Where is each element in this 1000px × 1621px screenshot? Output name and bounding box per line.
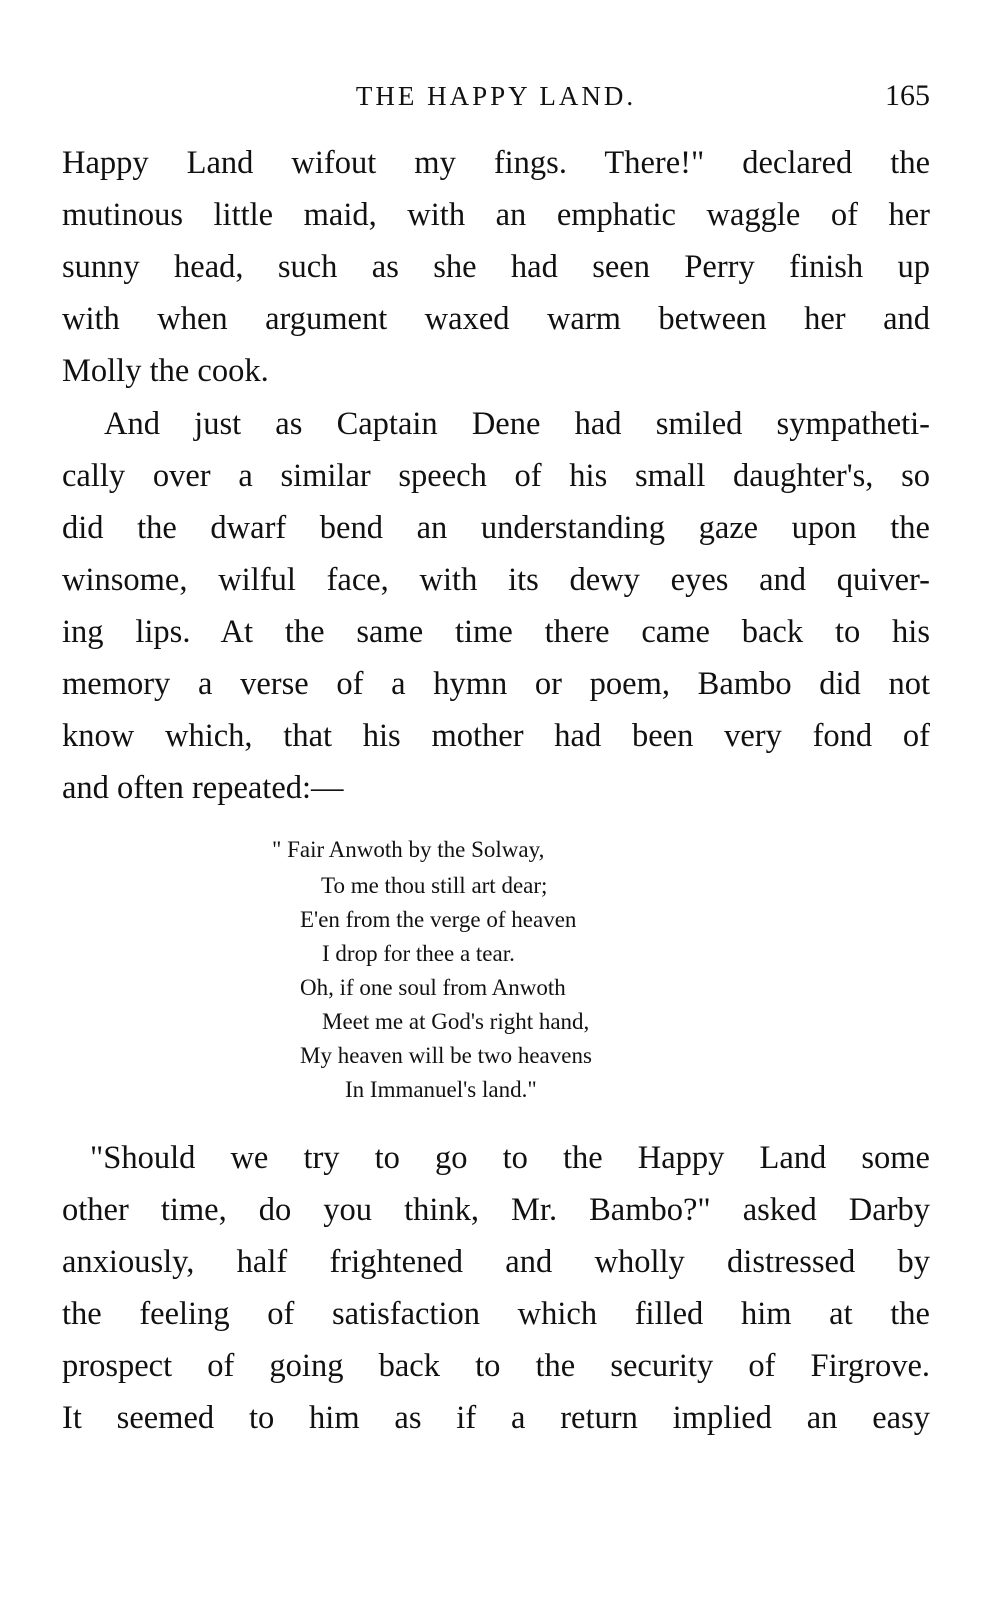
running-head (62, 74, 930, 118)
page-number: 165 (885, 79, 930, 112)
text-line: And just as Captain Dene had smiled sympatheti- (104, 406, 930, 442)
text-line: and often repeated:— (62, 770, 344, 806)
text-line: ing lips. At the same time there came back to his (62, 614, 930, 650)
text-line: did the dwarf bend an understanding gaze upon the (62, 510, 930, 546)
text-line: anxiously, half frightened and wholly distressed by (62, 1244, 930, 1280)
verse-line: Oh, if one soul from Anwoth (300, 975, 566, 1000)
text-line: know which, that his mother had been very fond of (62, 718, 930, 754)
verse-line: To me thou still art dear; (321, 873, 548, 898)
verse-line: My heaven will be two heavens (300, 1043, 592, 1068)
text-line: Happy Land wifout my fings. There!" declared the (62, 145, 930, 181)
verse-line: E'en from the verge of heaven (300, 907, 577, 932)
text-line: sunny head, such as she had seen Perry finish up (62, 249, 930, 285)
text-line: other time, do you think, Mr. Bambo?" asked Darby (62, 1192, 930, 1228)
text-line: It seemed to him as if a return implied an easy (62, 1400, 930, 1436)
running-title: THE HAPPY LAND. (355, 81, 637, 111)
text-line: prospect of going back to the security of Firgrove. (62, 1348, 930, 1384)
verse-line: Meet me at God's right hand, (322, 1009, 590, 1034)
text-line: Molly the cook. (62, 353, 269, 389)
verse-line: " Fair Anwoth by the Solway, (272, 837, 545, 862)
verse-line: I drop for thee a tear. (322, 941, 515, 966)
text-line: winsome, wilful face, with its dewy eyes and quiver- (62, 562, 930, 598)
text-line: mutinous little maid, with an emphatic waggle of her (62, 197, 930, 233)
text-line: memory a verse of a hymn or poem, Bambo did not (62, 666, 930, 702)
verse-line: In Immanuel's land." (345, 1077, 537, 1102)
text-line: "Should we try to go to the Happy Land some (90, 1140, 930, 1176)
text-line: cally over a similar speech of his small daughter's, so (62, 458, 930, 494)
text-line: with when argument waxed warm between her and (62, 301, 930, 337)
text-line: the feeling of satisfaction which filled him at the (62, 1296, 930, 1332)
